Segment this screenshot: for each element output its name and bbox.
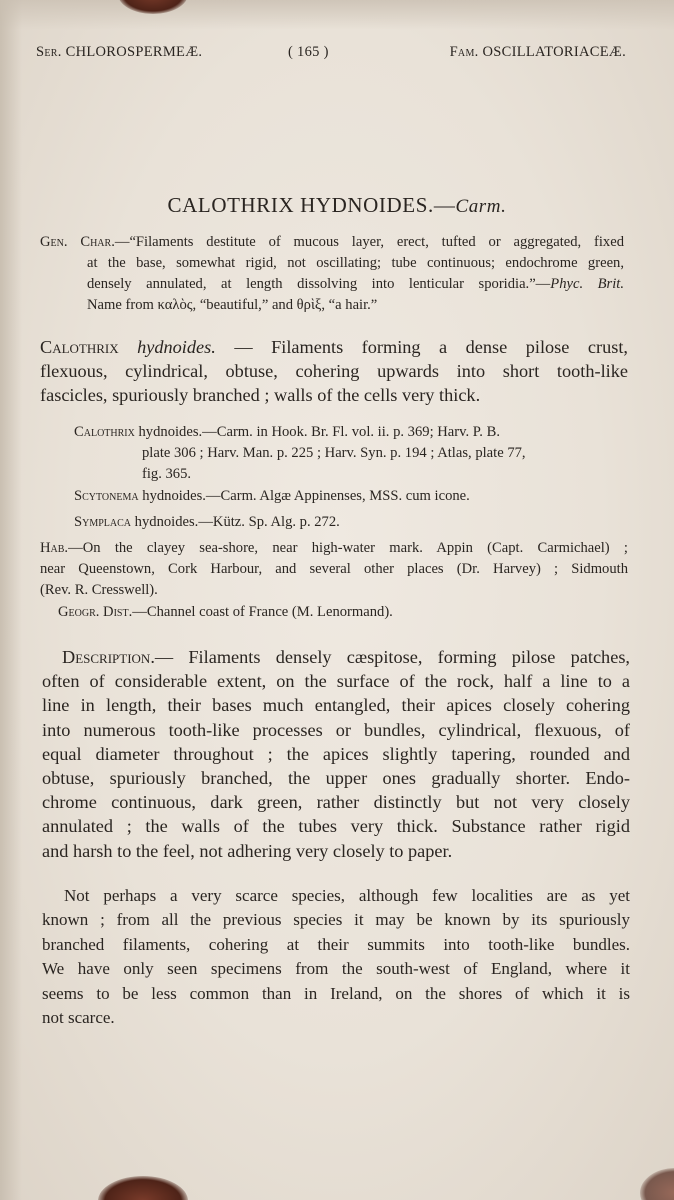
description-line: annulated ; the walls of the tubes very thick. Substance rather rigid <box>42 816 630 837</box>
habitat-line: near Queenstown, Cork Harbour, and several other places (Dr. Harvey) ; Sidmouth <box>40 561 628 577</box>
description-line: obtuse, spuriously branched, the upper ones gradually shorter. Endo- <box>42 768 630 789</box>
synonym-text: hydnoides.—Carm. Algæ Appinenses, MSS. cum icone. <box>142 488 470 504</box>
geogr-text: —Channel coast of France (M. Lenormand). <box>132 604 393 620</box>
description-label: Description. <box>62 647 155 667</box>
diagnosis-line: — Filaments forming a dense pilose crust, <box>234 337 628 357</box>
synonym-text: hydnoides.—Kütz. Sp. Alg. p. 272. <box>134 514 340 530</box>
species-title <box>0 193 674 218</box>
habitat-line: —On the clayey sea-shore, near high-water mark. Appin (Capt. Carmichael) ; <box>68 540 628 556</box>
description-line: — Filaments densely cæspitose, forming pilose patches, <box>154 647 630 667</box>
description-line: chrome continuous, dark green, rather distinctly but not very closely <box>42 792 630 813</box>
diagnosis-line: flexuous, cylindrical, obtuse, cohering upwards into short tooth-like <box>40 361 628 382</box>
gen-char-citation: Phyc. Brit. <box>550 276 624 292</box>
synonym-reference <box>74 422 626 485</box>
gen-char-line: —“Filaments destitute of mucous layer, erect, tufted or aggregated, fixed <box>114 234 624 250</box>
synonym-genus: Calothrix <box>74 424 135 440</box>
species-title-name: CALOTHRIX HYDNOIDES.— <box>167 193 456 217</box>
description-line: line in length, their bases much entangled, their apices closely cohering <box>42 695 630 716</box>
page-binding-shadow <box>0 0 22 1200</box>
species-diagnosis <box>40 335 628 408</box>
description-line: and harsh to the feel, not adhering very closely to paper. <box>42 840 453 861</box>
remarks <box>42 884 630 1030</box>
remarks-line: seems to be less common than in Ireland, on the shores of which it is <box>42 983 630 1003</box>
generic-character <box>40 232 624 316</box>
diagnosis-line: fascicles, spuriously branched ; walls of the cells very thick. <box>40 385 481 406</box>
description-line: into numerous tooth-like processes or bundles, cylindrical, flexuous, of <box>42 719 630 740</box>
remarks-line: We have only seen specimens from the south-west of England, where it <box>42 959 630 979</box>
remarks-line: known ; from all the previous species it may be known by its spuriously <box>42 910 630 930</box>
page-clip-bottom-right <box>640 1168 674 1200</box>
synonym-genus: Symplaca <box>74 514 132 530</box>
remarks-line: branched filaments, cohering at their summits into tooth-like bundles. <box>42 934 630 954</box>
remarks-line: not scarce. <box>42 1008 115 1028</box>
geographical-distribution <box>58 602 618 623</box>
page-number: ( 165 ) <box>288 44 329 60</box>
page-clip-bottom <box>98 1176 188 1200</box>
gen-char-line: at the base, somewhat rigid, not oscillating; tube continuous; endochrome green, <box>87 255 624 271</box>
synonym-text: plate 306 ; Harv. Man. p. 225 ; Harv. Syn. p. 194 ; Atlas, plate 77, <box>142 445 526 461</box>
diagnosis-species: hydnoides. <box>137 337 216 357</box>
page-top-shadow <box>0 0 674 30</box>
habitat-label: Hab. <box>40 540 69 556</box>
synonym-reference <box>74 512 626 533</box>
running-header <box>36 44 626 68</box>
diagnosis-genus: Calothrix <box>40 337 119 357</box>
habitat-line: (Rev. R. Cresswell). <box>40 582 158 598</box>
synonym-reference <box>74 486 626 507</box>
synonym-text: fig. 365. <box>142 466 192 482</box>
synonym-genus: Scytonema <box>74 488 139 504</box>
description <box>42 645 630 863</box>
gen-char-line: densely annulated, at length dissolving into lenticular sporidia.”— <box>87 276 551 292</box>
geogr-label: Geogr. Dist. <box>58 604 133 620</box>
habitat <box>40 538 628 601</box>
synonym-text: hydnoides.—Carm. in Hook. Br. Fl. vol. ii. p. 369; Harv. P. B. <box>138 424 500 440</box>
description-line: often of considerable extent, on the surface of the rock, half a line to a <box>42 671 630 692</box>
gen-char-line: Name from καλὸς, “beautiful,” and θρὶξ, “a hair.” <box>87 297 378 313</box>
gen-char-label: Gen. Char. <box>40 234 115 250</box>
header-family: Fam. OSCILLATORIACEÆ. <box>449 44 626 60</box>
remarks-line: Not perhaps a very scarce species, although few localities are as yet <box>64 886 630 905</box>
header-series: Ser. CHLOROSPERMEÆ. <box>36 44 203 60</box>
description-line: equal diameter throughout ; the apices slightly tapering, rounded and <box>42 743 630 764</box>
species-title-author: Carm. <box>455 196 507 217</box>
